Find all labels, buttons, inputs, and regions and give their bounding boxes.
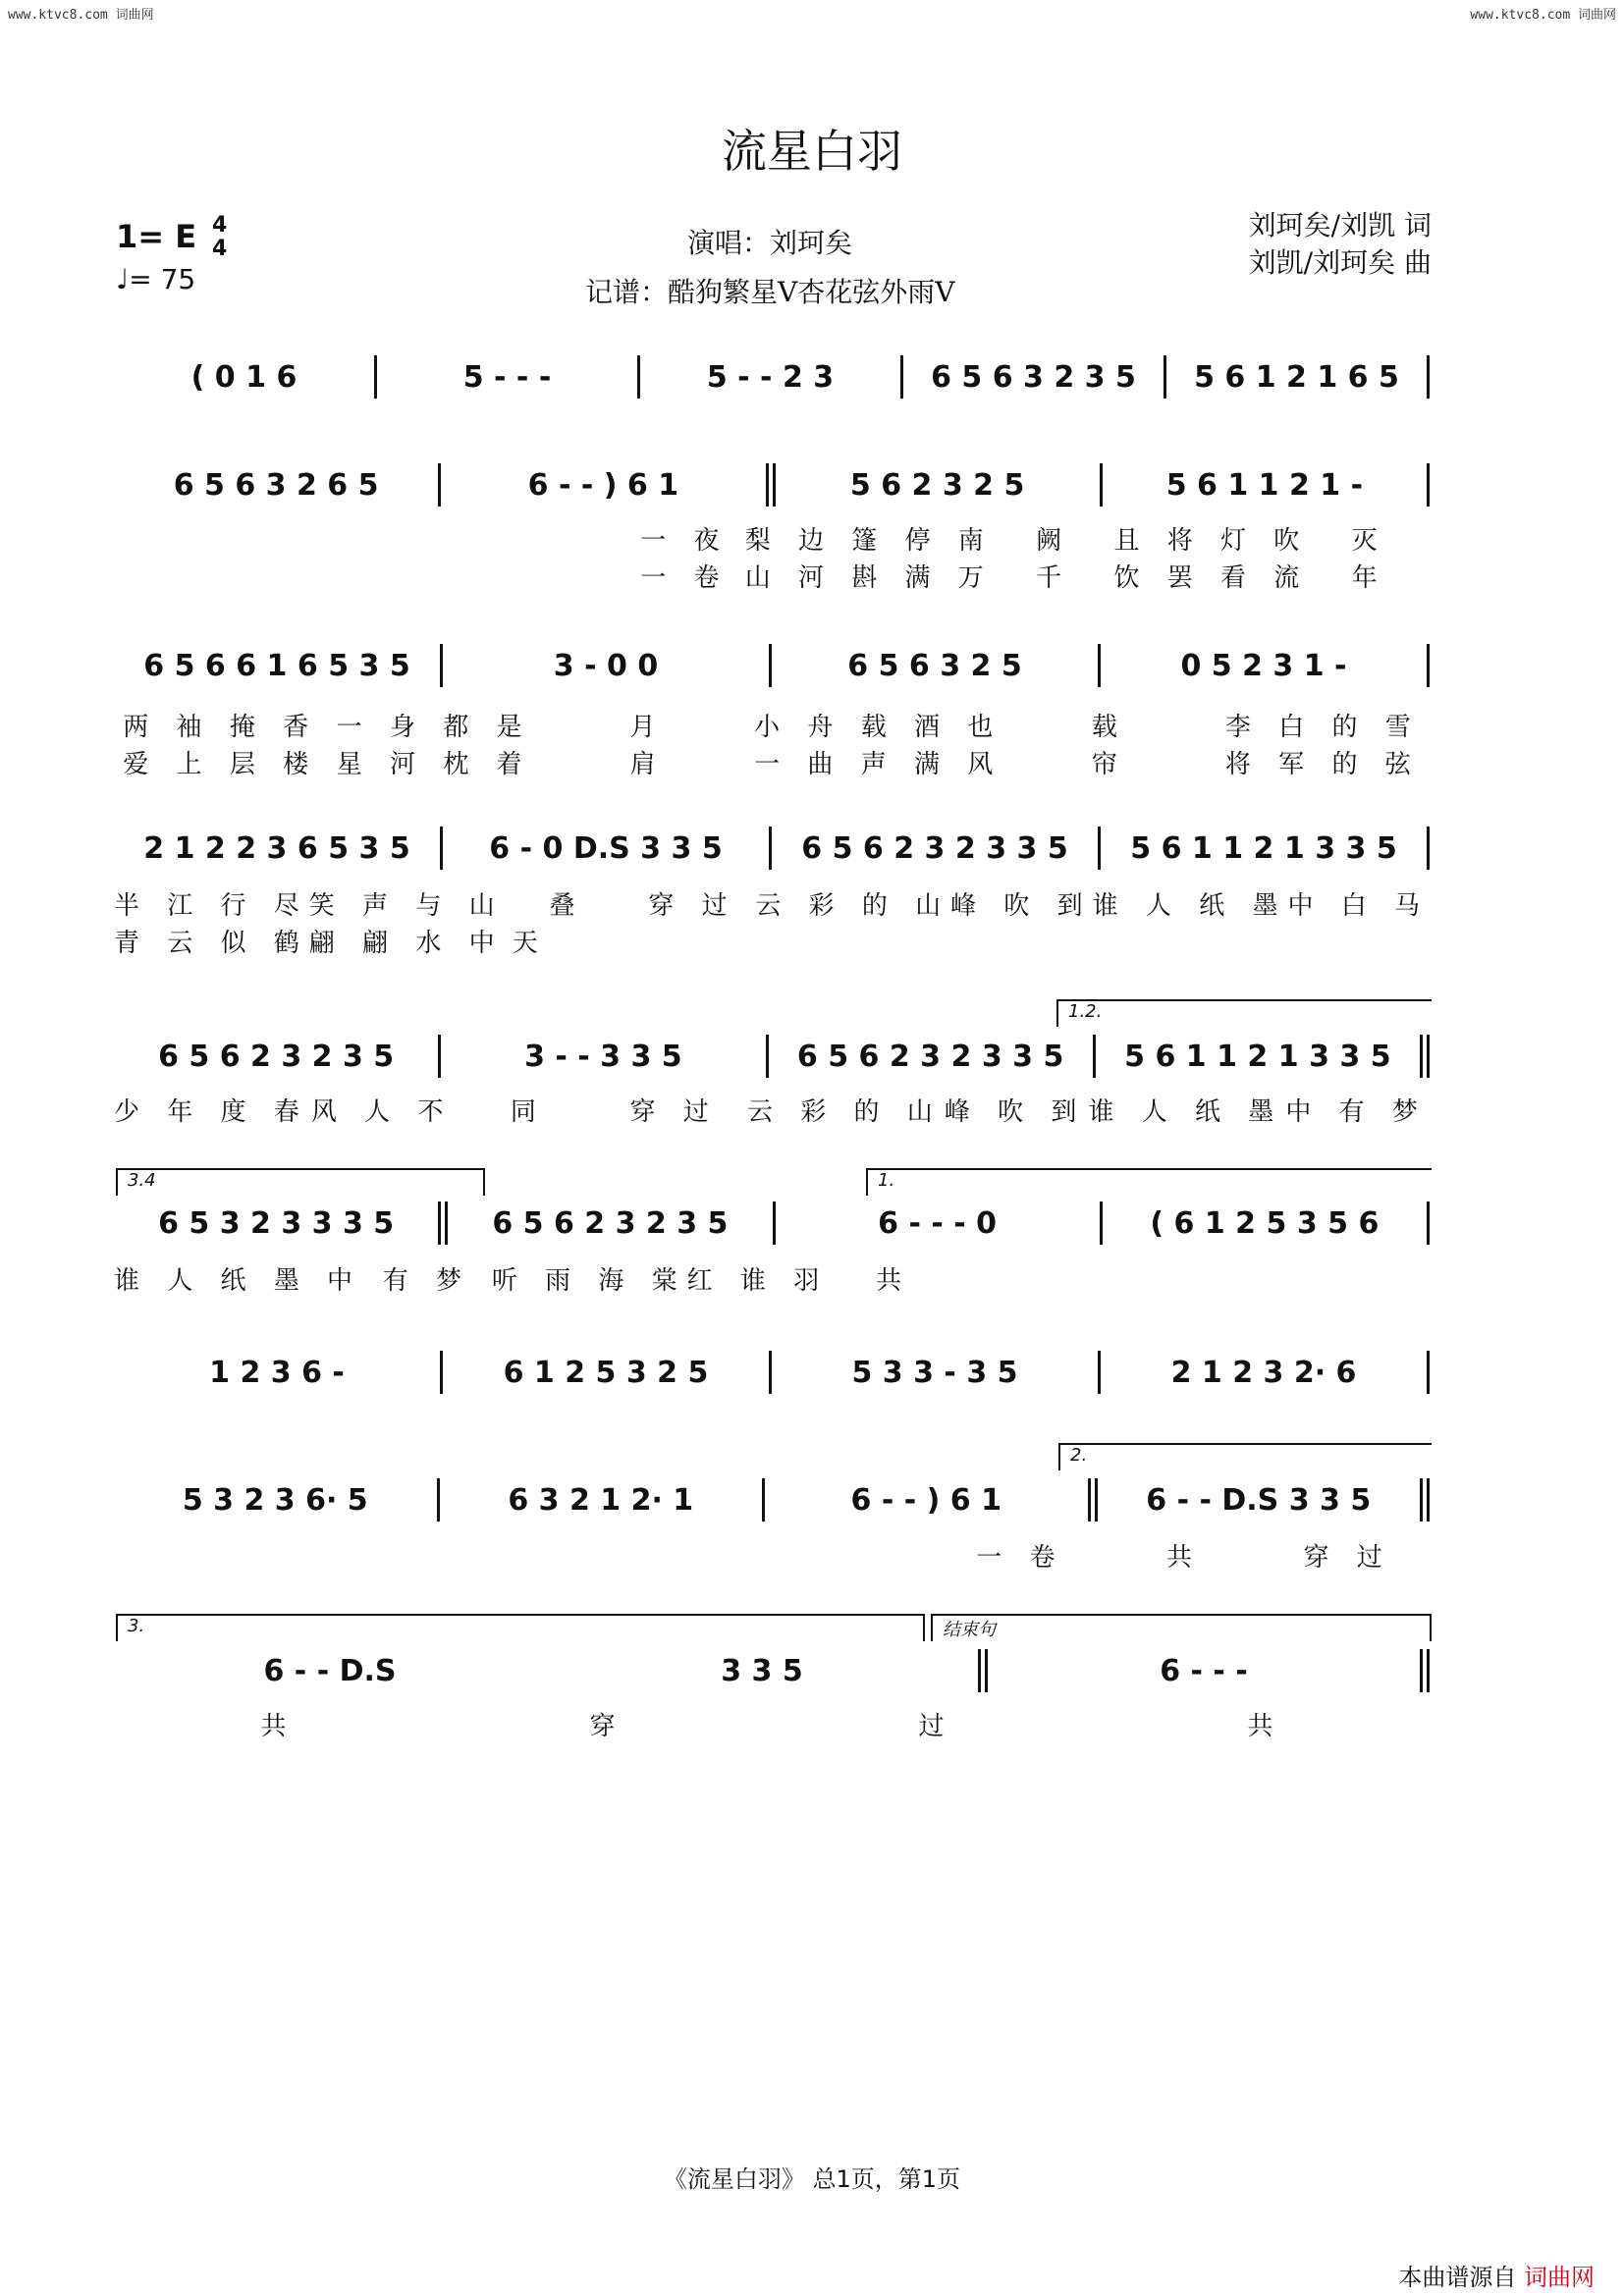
lyric: 一 身 都 是 [336, 713, 532, 742]
measure: 5 - - - [462, 359, 552, 395]
lyric-line [114, 1092, 1430, 1128]
lyric: 两 袖 掩 香 [123, 713, 319, 742]
lyric: 共 [1166, 1543, 1203, 1573]
volta-bracket: 2. [1058, 1443, 1432, 1470]
lyric: 叠 [549, 891, 585, 921]
lyric: 共 [876, 1266, 912, 1296]
singer-credit: 演唱：刘珂矣 [687, 227, 853, 259]
lyric: 峰 吹 到 [950, 891, 1093, 921]
composer-credit: 刘凯/刘珂矣 曲 [1248, 246, 1432, 279]
lyric: 灭 [1351, 526, 1387, 556]
lyric: 有 梦 [382, 1266, 472, 1296]
lyric-line [114, 1537, 1430, 1574]
measure: 5 3 3 - 3 5 [851, 1355, 1018, 1390]
lyric: 过 [918, 1712, 954, 1741]
lyric-line [114, 520, 1430, 557]
score-row-5 [114, 1035, 1430, 1078]
lyric: 载 [1091, 713, 1127, 742]
lyric: 峰 吹 到 [944, 1097, 1087, 1127]
measure: 6 3 2 1 2· 1 [508, 1482, 694, 1518]
measure: 5 6 2 3 2 5 [849, 467, 1025, 503]
lyric: 笑 声 与 山 [308, 891, 505, 921]
source-logo [1398, 2258, 1595, 2292]
score-row-3 [114, 644, 1430, 687]
transcriber-credit: 记谱：酷狗繁星V杏花弦外雨V [585, 276, 955, 308]
lyric: 风 人 不 [310, 1097, 454, 1127]
measure: 6 - - ) 6 1 [527, 467, 679, 503]
lyric-line [114, 885, 1430, 922]
time-bottom: 4 [212, 237, 228, 261]
lyric: 且 将 灯 吹 [1113, 526, 1310, 556]
lyric: 谁 人 纸 墨 [1092, 891, 1288, 921]
volta-bracket: 结束句 [931, 1614, 1432, 1641]
measure: 6 5 6 2 3 2 3 3 5 [801, 830, 1068, 866]
lyric: 山 河 斟 满 万 [744, 563, 994, 593]
volta-bracket: 1. [866, 1168, 1432, 1196]
measure: 6 5 6 3 2 3 5 [931, 359, 1136, 395]
lyric: 谁 人 纸 墨 中 [114, 1266, 363, 1296]
lyric: 云 彩 的 山 [755, 891, 951, 921]
lyric: 翩 翩 水 中 [308, 929, 505, 958]
measure: 6 - - - [1160, 1653, 1248, 1688]
measure: ( 0 1 6 [190, 359, 298, 395]
lyric: 半 江 行 尽 [114, 891, 309, 921]
lyric: 听 雨 海 棠 [491, 1266, 687, 1296]
measure: 5 6 1 1 2 1 3 3 5 [1124, 1039, 1391, 1074]
score-row-9 [114, 1649, 1430, 1692]
lyric: 谁 人 纸 墨 [1088, 1097, 1284, 1127]
lyric: 少 年 度 春 [114, 1097, 309, 1127]
lyric: 一 卷 [976, 1543, 1065, 1573]
lyric: 梨 边 篷 停 南 [744, 526, 994, 556]
score-row-1 [114, 355, 1430, 399]
lyric: 一 夜 [640, 526, 730, 556]
time-top: 4 [212, 213, 228, 238]
lyric: 将 军 的 弦 [1224, 750, 1421, 779]
measure: 1 2 3 6 - [209, 1355, 345, 1390]
measure: 3 3 5 [721, 1653, 803, 1688]
lyric: 爱 上 层 楼 [123, 750, 319, 779]
lyric: 云 彩 的 山 [746, 1097, 943, 1127]
measure: 5 6 1 2 1 6 5 [1194, 359, 1399, 395]
lyric: 小 舟 载 酒 也 [754, 713, 1003, 742]
watermark-right: www.ktvc8.com 词曲网 [1470, 8, 1616, 23]
lyric: 肩 [629, 750, 666, 779]
measure: 2 1 2 2 3 6 5 3 5 [143, 830, 410, 866]
lyric: 同 [510, 1097, 546, 1127]
lyric: 月 [629, 713, 666, 742]
measure: 6 - - D.S [263, 1653, 397, 1688]
lyric: 穿 过 [1303, 1543, 1392, 1573]
lyric: 一 卷 [640, 563, 730, 593]
measure: 5 3 2 3 6· 5 [182, 1482, 368, 1518]
lyric: 帘 [1091, 750, 1127, 779]
measure: 6 - - - 0 [878, 1205, 998, 1241]
measure: 6 1 2 5 3 2 5 [503, 1355, 709, 1390]
lyric-line [114, 744, 1430, 780]
lyric-line [114, 1706, 1430, 1742]
measure: 6 - - D.S 3 3 5 [1146, 1482, 1372, 1518]
measure: 2 1 2 3 2· 6 [1170, 1355, 1357, 1390]
lyric: 阙 [1036, 526, 1072, 556]
measure: 6 - 0 D.S 3 3 5 [489, 830, 723, 866]
score-row-7 [114, 1351, 1430, 1394]
lyric: 千 [1036, 563, 1072, 593]
measure: 3 - 0 0 [553, 648, 659, 683]
lyric-line [114, 1260, 958, 1297]
measure: 6 5 6 2 3 2 3 3 5 [796, 1039, 1064, 1074]
page-footer: 《流星白羽》 总1页，第1页 [663, 2165, 961, 2193]
lyricist-credit: 刘珂矣/刘凯 词 [1248, 209, 1432, 241]
measure: 6 5 6 2 3 2 3 5 [492, 1205, 729, 1241]
page-title: 流星白羽 [722, 125, 902, 178]
volta-bracket: 1.2. [1056, 999, 1432, 1027]
logo-brand: 词曲网 [1524, 2264, 1595, 2291]
lyric: 穿 过 [648, 891, 737, 921]
volta-bracket: 3.4 [116, 1168, 485, 1196]
tempo-mark: ♩= 75 [116, 263, 196, 295]
measure: 5 6 1 1 2 1 3 3 5 [1130, 830, 1397, 866]
lyric: 星 河 枕 着 [336, 750, 532, 779]
lyric: 共 [260, 1712, 297, 1741]
measure: ( 6 1 2 5 3 5 6 [1150, 1205, 1380, 1241]
logo-text: 本曲谱源自 [1398, 2264, 1517, 2291]
lyric-line [114, 923, 556, 959]
measure: 6 5 6 3 2 5 [847, 648, 1022, 683]
measure: 5 6 1 1 2 1 - [1165, 467, 1364, 503]
measure: 3 - - 3 3 5 [524, 1039, 682, 1074]
watermark-left: www.ktvc8.com 词曲网 [8, 8, 154, 23]
lyric: 天 [512, 929, 548, 958]
lyric-line [114, 558, 1430, 594]
lyric: 穿 [589, 1712, 625, 1741]
score-row-6 [114, 1201, 1430, 1245]
measure: 0 5 2 3 1 - [1180, 648, 1347, 683]
measure: 6 5 3 2 3 3 3 5 [158, 1205, 395, 1241]
lyric: 一 曲 声 满 风 [754, 750, 1003, 779]
measure: 6 5 6 6 1 6 5 3 5 [143, 648, 410, 683]
measure: 5 - - 2 3 [706, 359, 835, 395]
lyric: 年 [1351, 563, 1387, 593]
lyric: 青 云 似 鹤 [114, 929, 309, 958]
lyric: 饮 罢 看 流 [1113, 563, 1310, 593]
lyric: 李 白 的 雪 [1224, 713, 1421, 742]
lyric: 红 谁 羽 [686, 1266, 830, 1296]
measure: 6 5 6 2 3 2 3 5 [158, 1039, 395, 1074]
lyric-line [114, 707, 1430, 743]
lyric: 中 白 马 [1287, 891, 1430, 921]
time-signature [212, 214, 227, 261]
measure: 6 5 6 3 2 6 5 [173, 467, 379, 503]
lyric: 共 [1247, 1712, 1283, 1741]
measure: 6 - - ) 6 1 [850, 1482, 1001, 1518]
lyric: 穿 过 [629, 1097, 719, 1127]
lyric: 中 有 梦 [1285, 1097, 1428, 1127]
score-row-2 [114, 463, 1430, 507]
score-row-4 [114, 827, 1430, 870]
volta-bracket: 3. [116, 1614, 925, 1641]
score-row-8 [114, 1478, 1430, 1522]
key-signature: 1= E [116, 218, 197, 255]
